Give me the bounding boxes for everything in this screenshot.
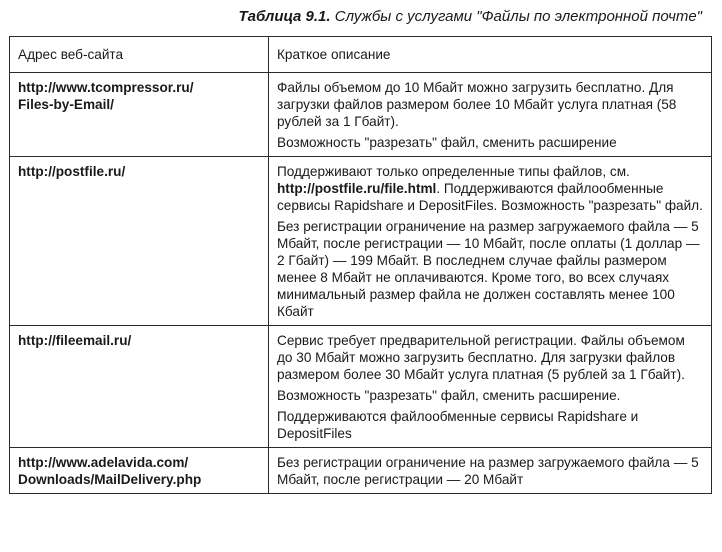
description-paragraph: Без регистрации ограничение на размер загружаемого файла — 5 Мбайт, после регистрации — 10 Мбайт, после оплаты (1 доллар — 2 Гбайт) — 199 Мбайт. В последнем случае файлы размером менее 8 Мбайт не оплачиваются. Кроме того, во всех случаях минимальный размер файла не должен составлять менее 100 Кбайт [277, 219, 700, 319]
url-line: http://www.tcompressor.ru/ [18, 80, 194, 95]
table-row [10, 73, 712, 157]
table-number: Таблица 9.1. [238, 8, 331, 25]
description-cell [269, 448, 712, 494]
description-paragraph: Возможность "разрезать" файл, сменить расширение [277, 135, 617, 150]
description-cell [269, 157, 712, 326]
url-line: Files-by-Email/ [18, 97, 114, 112]
url-line: http://www.adelavida.com/ [18, 455, 189, 470]
description-text: Поддерживают только определенные типы файлов, см. [277, 164, 630, 179]
description-paragraph: Файлы объемом до 10 Мбайт можно загрузить бесплатно. Для загрузки файлов размером более 10 Мбайт услуга платная (58 рублей за 1 Гбайт). [277, 80, 677, 129]
table-caption [238, 8, 702, 25]
description-paragraph: Возможность "разрезать" файл, сменить расширение. [277, 388, 621, 403]
table-row [10, 448, 712, 494]
description-paragraph: Поддерживаются файлообменные сервисы Rapidshare и DepositFiles [277, 409, 639, 441]
inline-url: http://postfile.ru/file.html [277, 181, 437, 196]
url-line: http://postfile.ru/ [18, 164, 126, 179]
url-cell [10, 73, 269, 157]
url-line: http://fileemail.ru/ [18, 333, 132, 348]
url-cell [10, 326, 269, 448]
url-cell [10, 157, 269, 326]
description-cell [269, 326, 712, 448]
services-table [9, 36, 712, 494]
table-row [10, 326, 712, 448]
description-paragraph: Сервис требует предварительной регистрации. Файлы объемом до 30 Мбайт можно загрузить бесплатно. Для загрузки файлов размером более 30 Мбайт услуга платная (5 рублей за 1 Гбайт). [277, 333, 685, 382]
description-text: . Поддерживаются файлообменные сервисы Rapidshare и DepositFiles. Возможность "разрезать" файл. [277, 181, 703, 213]
description-paragraph: Без регистрации ограничение на размер загружаемого файла — 5 Мбайт, после регистрации — 20 Мбайт [277, 455, 699, 487]
table-title: Службы с услугами "Файлы по электронной почте" [334, 8, 702, 25]
header-short-description: Краткое описание [269, 37, 712, 73]
description-cell [269, 73, 712, 157]
description-paragraph [277, 163, 703, 214]
header-website-address: Адрес веб-сайта [10, 37, 269, 73]
table-row [10, 157, 712, 326]
url-cell [10, 448, 269, 494]
url-line: Downloads/MailDelivery.php [18, 472, 202, 487]
table-header-row [10, 37, 712, 73]
